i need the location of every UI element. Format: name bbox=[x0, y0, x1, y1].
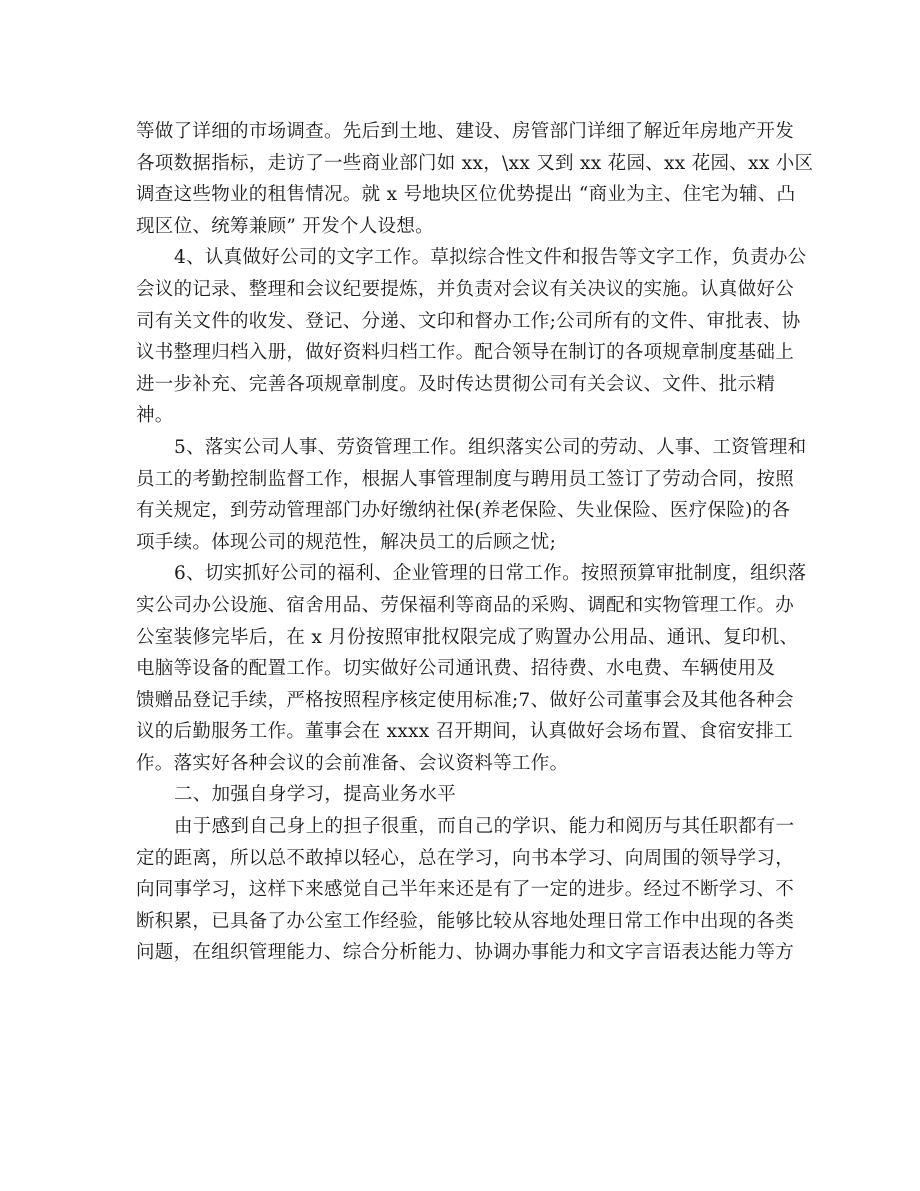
text-line: 5、落实公司人事、劳资管理工作。组织落实公司的劳动、人事、工资管理和 bbox=[174, 436, 807, 458]
text-line: 作。落实好各种会议的会前准备、会议资料等工作。 bbox=[136, 752, 569, 774]
text-line: 各项数据指标，走访了一些商业部门如 xx，\xx 又到 xx 花园、xx 花园、xx 小区 bbox=[136, 152, 814, 174]
text-line: 调查这些物业的租售情况。就 x 号地块区位优势提出 “商业为主、住宅为辅、凸 bbox=[136, 184, 796, 206]
text-line: 4、认真做好公司的文字工作。草拟综合性文件和报告等文字工作，负责办公 bbox=[174, 247, 807, 269]
text-line: 公室装修完毕后，在 x 月份按照审批权限完成了购置办公用品、通讯、复印机、 bbox=[136, 626, 799, 648]
text-line: 司有关文件的收发、登记、分递、文印和督办工作;公司所有的文件、审批表、协 bbox=[136, 310, 801, 332]
text-line: 定的距离，所以总不敢掉以轻心，总在学习，向书本学习、向周围的领导学习， bbox=[136, 847, 795, 869]
text-line: 议的后勤服务工作。董事会在 xxxx 召开期间，认真做好会场布置、食宿安排工 bbox=[136, 721, 793, 743]
text-line: 断积累，已具备了办公室工作经验，能够比较从容地处理日常工作中出现的各类 bbox=[136, 910, 795, 932]
text-line: 实公司办公设施、宿舍用品、劳保福利等商品的采购、调配和实物管理工作。办 bbox=[136, 594, 795, 616]
text-line: 电脑等设备的配置工作。切实做好公司通讯费、招待费、水电费、车辆使用及 bbox=[136, 658, 776, 680]
text-line: 会议的记录、整理和会议纪要提炼，并负责对会议有关决议的实施。认真做好公 bbox=[136, 278, 795, 300]
text-line: 现区位、统筹兼顾” 开发个人设想。 bbox=[136, 215, 434, 237]
text-line: 问题，在组织管理能力、综合分析能力、协调办事能力和文字言语表达能力等方 bbox=[136, 942, 795, 964]
text-line: 有关规定，到劳动管理部门办好缴纳社保(养老保险、失业保险、医疗保险)的各 bbox=[136, 500, 791, 522]
text-line: 由于感到自己身上的担子很重，而自己的学识、能力和阅历与其任职都有一 bbox=[174, 816, 795, 838]
text-line: 议书整理归档入册，做好资料归档工作。配合领导在制订的各项规章制度基础上 bbox=[136, 342, 795, 364]
text-line: 项手续。体现公司的规范性，解决员工的后顾之忧; bbox=[136, 531, 557, 553]
text-line: 6、切实抓好公司的福利、企业管理的日常工作。按照预算审批制度，组织落 bbox=[174, 563, 807, 585]
text-line: 进一步补充、完善各项规章制度。及时传达贯彻公司有关会议、文件、批示精 bbox=[136, 373, 776, 395]
text-line: 二、加强自身学习，提高业务水平 bbox=[174, 784, 457, 806]
text-line: 神。 bbox=[136, 405, 174, 427]
text-line: 等做了详细的市场调查。先后到土地、建设、房管部门详细了解近年房地产开发 bbox=[136, 121, 795, 142]
document-body bbox=[136, 116, 814, 969]
text-line: 员工的考勤控制监督工作，根据人事管理制度与聘用员工签订了劳动合同，按照 bbox=[136, 468, 795, 490]
text-line: 馈赠品登记手续，严格按照程序核定使用标准;7、做好公司董事会及其他各种会 bbox=[136, 689, 794, 711]
text-line: 向同事学习，这样下来感觉自己半年来还是有了一定的进步。经过不断学习、不 bbox=[136, 879, 795, 901]
